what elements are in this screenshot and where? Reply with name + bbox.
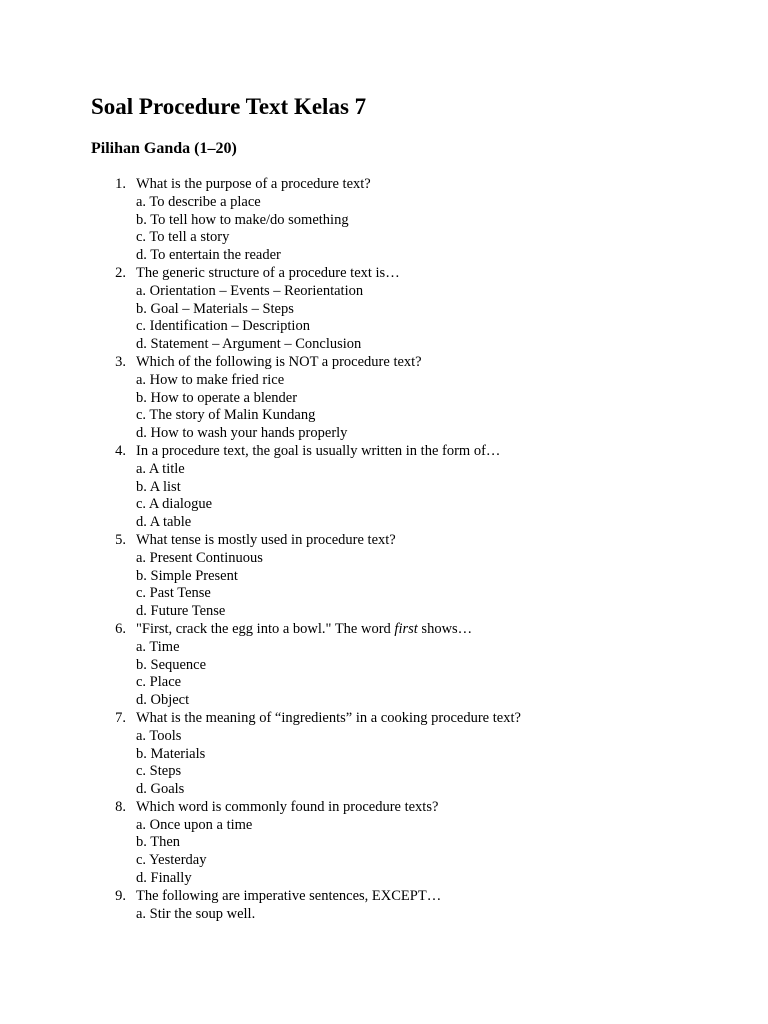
question-number: 2. xyxy=(115,264,126,281)
answer-option: d. Statement – Argument – Conclusion xyxy=(136,336,362,353)
question-item xyxy=(0,532,768,621)
answer-option: a. A title xyxy=(136,460,185,477)
question-number: 3. xyxy=(115,353,126,370)
question-item xyxy=(0,176,768,265)
answer-option: b. Then xyxy=(136,834,181,851)
answer-option: c. A dialogue xyxy=(136,496,213,513)
answer-option: b. How to operate a blender xyxy=(136,389,298,406)
question-list xyxy=(0,176,768,923)
answer-option: d. How to wash your hands properly xyxy=(136,425,348,442)
answer-option: b. Materials xyxy=(136,745,206,762)
answer-option: d. Future Tense xyxy=(136,603,226,620)
question-item xyxy=(0,621,768,710)
question-item xyxy=(0,799,768,888)
question-item xyxy=(0,710,768,799)
section-heading: Pilihan Ganda (1–20) xyxy=(91,140,237,157)
answer-option: a. Orientation – Events – Reorientation xyxy=(136,282,364,299)
answer-option: c. Place xyxy=(136,674,182,691)
answer-option: b. Sequence xyxy=(136,656,207,673)
question-text-end: shows… xyxy=(417,620,473,637)
question-text: The following are imperative sentences, EXCEPT… xyxy=(136,887,442,904)
answer-option: d. Object xyxy=(136,692,190,709)
question-text: In a procedure text, the goal is usually written in the form of… xyxy=(136,442,501,459)
question-text: What is the purpose of a procedure text? xyxy=(136,176,371,192)
answer-option: c. Yesterday xyxy=(136,852,207,869)
question-number: 4. xyxy=(115,442,126,459)
answer-option: d. To entertain the reader xyxy=(136,247,281,264)
question-number: 7. xyxy=(115,709,126,726)
answer-option: d. Finally xyxy=(136,870,192,887)
answer-option: c. Past Tense xyxy=(136,585,211,602)
answer-option: b. To tell how to make/do something xyxy=(136,211,349,228)
question-text: Which word is commonly found in procedure texts? xyxy=(136,798,439,815)
answer-option: a. Once upon a time xyxy=(136,816,253,833)
answer-option: b. Simple Present xyxy=(136,567,238,584)
answer-option: b. Goal – Materials – Steps xyxy=(136,300,294,317)
question-text: Which of the following is NOT a procedure text? xyxy=(136,353,422,370)
answer-option: d. Goals xyxy=(136,781,185,798)
question-text xyxy=(136,621,472,639)
answer-option: a. Stir the soup well. xyxy=(136,905,256,922)
answer-option: a. To describe a place xyxy=(136,193,261,210)
answer-option: c. Steps xyxy=(136,763,182,780)
question-text: The generic structure of a procedure text is… xyxy=(136,264,400,281)
question-number: 1. xyxy=(115,176,126,192)
answer-option: c. To tell a story xyxy=(136,229,230,246)
answer-option: c. The story of Malin Kundang xyxy=(136,407,316,424)
question-number: 6. xyxy=(115,620,126,637)
question-item xyxy=(0,354,768,443)
question-item xyxy=(0,443,768,532)
question-item xyxy=(0,265,768,354)
emphasized-word: first xyxy=(394,620,418,637)
question-number: 9. xyxy=(115,887,126,904)
answer-option: a. Tools xyxy=(136,727,182,744)
answer-option: b. A list xyxy=(136,478,181,495)
answer-option: c. Identification – Description xyxy=(136,318,310,335)
answer-option: d. A table xyxy=(136,514,192,531)
answer-option: a. How to make fried rice xyxy=(136,371,285,388)
document-title: Soal Procedure Text Kelas 7 xyxy=(91,94,367,119)
question-number: 8. xyxy=(115,798,126,815)
question-text: What tense is mostly used in procedure text? xyxy=(136,531,396,548)
question-item xyxy=(0,888,768,924)
answer-option: a. Present Continuous xyxy=(136,549,263,566)
question-number: 5. xyxy=(115,531,126,548)
answer-option: a. Time xyxy=(136,638,180,655)
question-text-start: "First, crack the egg into a bowl." The word xyxy=(136,620,395,637)
question-text: What is the meaning of “ingredients” in a cooking procedure text? xyxy=(136,709,521,726)
